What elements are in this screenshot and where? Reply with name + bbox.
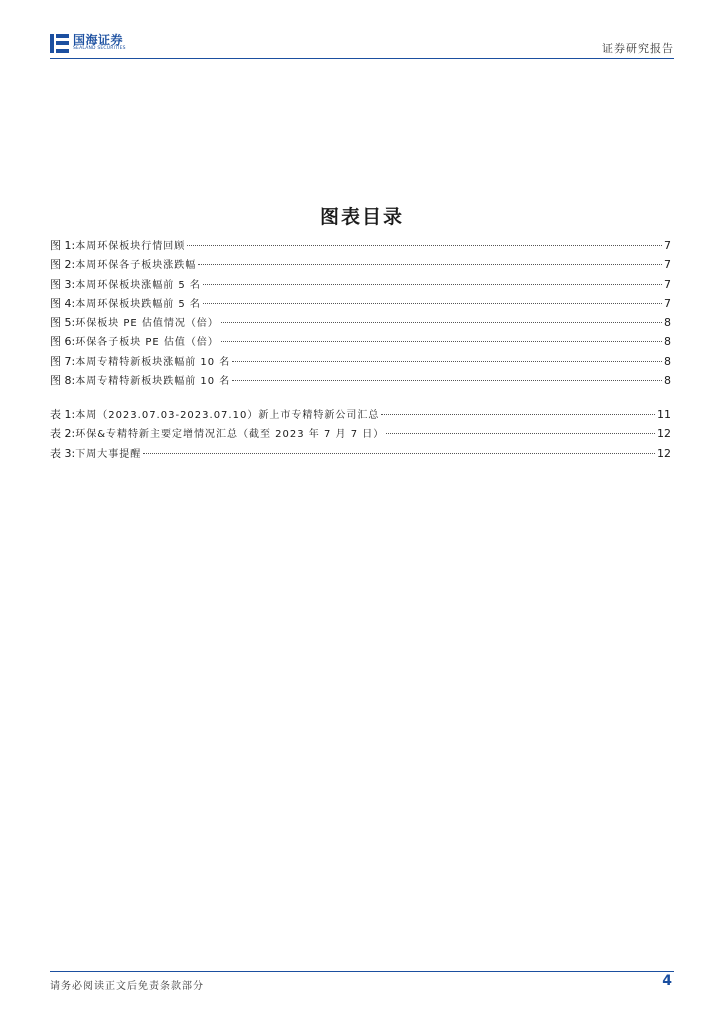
entry-page-number: 12 [657, 427, 671, 441]
company-logo [50, 32, 126, 54]
logo-cn-text: 国海证券 [73, 33, 124, 48]
entry-label: 图 4: [50, 296, 76, 310]
table-entry[interactable] [50, 424, 671, 443]
figure-entry[interactable] [50, 332, 671, 351]
figure-entry[interactable] [50, 294, 671, 313]
entry-page-number: 12 [657, 446, 671, 460]
entry-title: 环保板块 PE 估值情况（倍） [75, 318, 219, 330]
entry-title: 本周专精特新板块涨幅前 10 名 [75, 356, 231, 368]
header-divider [50, 58, 674, 59]
entry-label: 图 2: [50, 258, 76, 272]
entry-page-number: 11 [657, 408, 671, 421]
figure-entry[interactable] [50, 275, 671, 294]
logo-en-text: SEALAND SECURITIES [73, 46, 126, 52]
report-type-label: 证券研究报告 [602, 42, 674, 55]
entry-label: 表 1: [50, 408, 76, 421]
entry-title: 环保&专精特新主要定增情况汇总（截至 2023 年 7 月 7 日） [75, 429, 385, 441]
entry-page-number: 8 [664, 316, 671, 330]
dot-leader [221, 322, 662, 323]
toc-title: 图表目录 [319, 206, 404, 228]
footer-divider [50, 971, 674, 972]
dot-leader [198, 264, 662, 265]
figure-entry[interactable] [50, 371, 671, 390]
entry-label: 表 2: [50, 427, 76, 441]
table-list [50, 405, 671, 463]
page-header [50, 30, 674, 60]
figure-entry[interactable] [50, 352, 671, 371]
dot-leader [381, 414, 655, 415]
dot-leader [232, 380, 662, 381]
entry-page-number: 8 [664, 374, 671, 388]
entry-title: 本周（2023.07.03-2023.07.10）新上市专精特新公司汇总 [75, 410, 380, 421]
figure-entry[interactable] [50, 255, 671, 274]
figure-entry[interactable] [50, 313, 671, 332]
dot-leader [203, 284, 662, 285]
entry-label: 图 1: [50, 239, 76, 252]
figure-list [50, 236, 671, 390]
entry-title: 本周专精特新板块跌幅前 10 名 [75, 376, 231, 388]
entry-label: 图 6: [50, 335, 76, 349]
entry-page-number: 7 [664, 239, 671, 252]
entry-page-number: 7 [664, 277, 671, 291]
table-entry[interactable] [50, 405, 671, 424]
logo-mark-icon [50, 34, 69, 53]
figure-entry[interactable] [50, 236, 671, 255]
entry-label: 图 5: [50, 316, 76, 330]
entry-title: 本周环保板块跌幅前 5 名 [75, 298, 201, 310]
entry-page-number: 8 [664, 354, 671, 368]
entry-label: 图 7: [50, 354, 76, 368]
dot-leader [203, 303, 662, 304]
entry-title: 本周环保板块行情回顾 [75, 241, 186, 252]
dot-leader [143, 453, 655, 454]
dot-leader [232, 361, 662, 362]
page-number: 4 [662, 973, 672, 989]
entry-label: 图 8: [50, 374, 76, 388]
entry-title: 下周大事提醒 [75, 448, 142, 460]
entry-page-number: 8 [664, 335, 671, 349]
footer-disclaimer: 请务必阅读正文后免责条款部分 [50, 981, 204, 992]
dot-leader [221, 341, 662, 342]
table-entry[interactable] [50, 444, 671, 463]
entry-label: 表 3: [50, 446, 76, 460]
dot-leader [386, 433, 655, 434]
entry-page-number: 7 [664, 258, 671, 272]
entry-title: 本周环保各子板块涨跌幅 [75, 260, 197, 272]
entry-title: 环保各子板块 PE 估值（倍） [75, 337, 219, 349]
entry-title: 本周环保板块涨幅前 5 名 [75, 279, 201, 291]
entry-page-number: 7 [664, 296, 671, 310]
dot-leader [187, 245, 662, 246]
entry-label: 图 3: [50, 277, 76, 291]
